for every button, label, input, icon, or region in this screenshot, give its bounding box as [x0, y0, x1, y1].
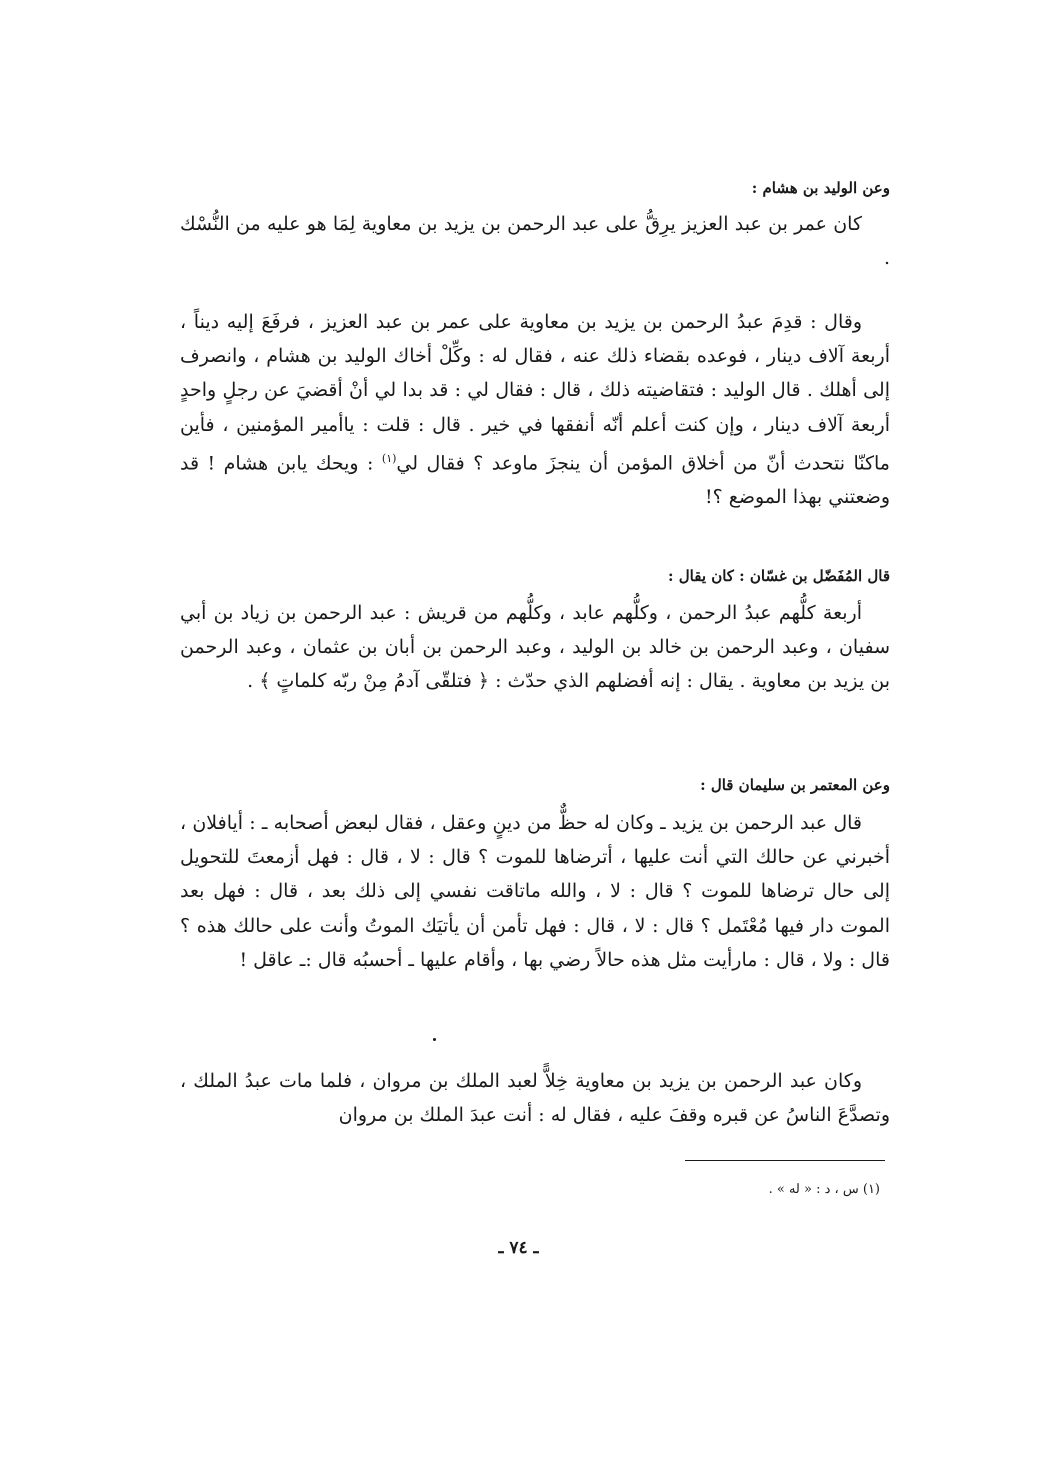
section-body	[180, 806, 890, 977]
section-heading: وعن المعتمر بن سليمان قال :	[700, 776, 890, 794]
paragraph-text-tail: : ويحك يابن هشام ! قد وضعتني بهذا الموضع ؟!	[180, 452, 890, 509]
stray-dot	[433, 1038, 436, 1041]
section-body	[180, 305, 890, 515]
section-body	[180, 207, 890, 275]
paragraph: أربعة كلُّهم عبدُ الرحمن ، وكلُّهم عابد ، وكلُّهم من قريش : عبد الرحمن بن زياد بن أبي سفيان ، وعبد الرحمن بن خالد بن الوليد ، وعبد الرحمن بن أبان بن عثمان ، وعبد الرحمن بن يزيد بن معاوية . يقال : إنه أفضلهم الذي حدّث : ﴿ فتلقّى آدمُ مِنْ ربّه كلماتٍ ﴾ .	[180, 602, 890, 693]
footnote: (١) س ، د : « له » .	[768, 1182, 880, 1197]
page-number: ـ ٧٤ ـ	[498, 1238, 539, 1258]
paragraph: وكان عبد الرحمن بن يزيد بن معاوية خِلاًّ لعبد الملك بن مروان ، فلما مات عبدُ الملك ، وتصدَّعَ الناسُ عن قبره وقفَ عليه ، فقال له : أنت عبدَ الملك بن مروان	[180, 1070, 890, 1127]
section-heading: قال المُفَضّل بن غسّان : كان يقال :	[668, 567, 890, 585]
paragraph: كان عمر بن عبد العزيز يرِقُّ على عبد الرحمن بن يزيد بن معاوية لِمَا هو عليه من النُّسْك .	[180, 213, 890, 270]
section-body	[180, 1064, 890, 1132]
paragraph	[180, 305, 890, 515]
paragraph-text: وقال : قدِمَ عبدُ الرحمن بن يزيد بن معاوية على عمر بن عبد العزيز ، فرفَعَ إليه ديناً ، أربعة آلاف دينار ، فوعده بقضاء ذلك عنه ، فقال له : وكِّلْ أخاك الوليد بن هشام ، وانصرف إلى أهلك . قال الوليد : فتقاضيته ذلك ، قال : فقال لي : قد بدا لي أنْ أقضيَ عن رجلٍ واحدٍ أربعة آلاف دينار ، وإن كنت أعلم أنّه أنفقها في خير . قال : قلت : ياأمير المؤمنين ، فأين ماكنّا نتحدث أنّ من أخلاق المؤمن أن ينجزَ ماوعد ؟ فقال لي	[180, 311, 890, 475]
section-body	[180, 596, 890, 699]
paragraph: قال عبد الرحمن بن يزيد ـ وكان له حظٌّ من دينٍ وعقل ، فقال لبعض أصحابه ـ : أيافلان ، أخبرني عن حالك التي أنت عليها ، أترضاها للموت ؟ قال : لا ، قال : فهل أزمعتَ للتحويل إلى حال ترضاها للموت ؟ قال : لا ، والله ماتاقت نفسي إلى ذلك بعد ، قال : فهل بعد الموت دار فيها مُعْتَمل ؟ قال : لا ، قال : فهل تأمن أن يأتيَك الموتُ وأنت على حالك هذه ؟ قال : ولا ، قال : مارأيت مثل هذه حالاً رضي بها ، وأقام عليها ـ أحسبُه قال :ـ عاقل !	[180, 812, 890, 971]
footnote-marker: (١)	[381, 451, 397, 465]
section-heading: وعن الوليد بن هشام :	[751, 179, 890, 197]
footnote-divider	[685, 1160, 885, 1161]
